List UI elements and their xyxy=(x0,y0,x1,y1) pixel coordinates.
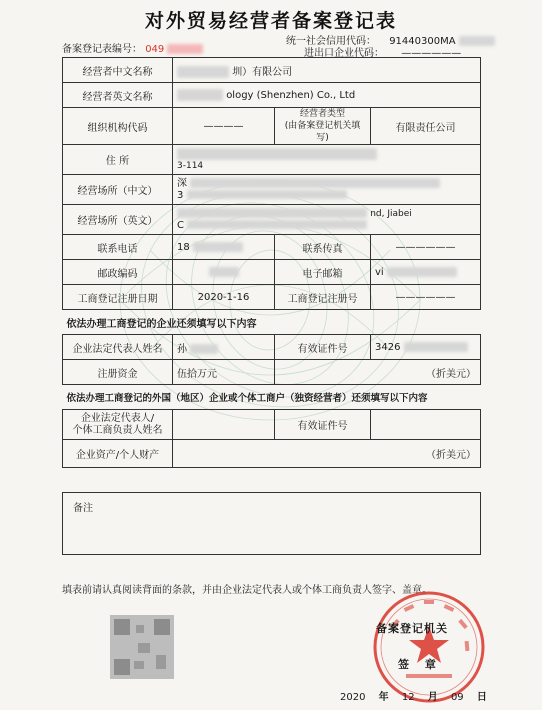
row-assets xyxy=(63,440,481,468)
reg-no-biz-label: 工商登记注册号 xyxy=(275,285,371,310)
biz-cn-label: 经营场所（中文） xyxy=(63,175,173,205)
org-code-label: 组织机构代码 xyxy=(63,108,173,145)
cert-value: 3426 xyxy=(375,341,401,353)
email-field xyxy=(371,260,481,285)
row-reg-date xyxy=(63,285,481,310)
row-foreign-rep xyxy=(63,410,481,440)
type-label-main: 经营者类型 xyxy=(299,109,345,119)
section1-heading-row xyxy=(63,310,481,335)
biz-cn-value-2: 3 xyxy=(177,189,184,201)
row-capital xyxy=(63,360,481,385)
name-cn-label: 经营者中文名称 xyxy=(63,58,173,83)
remarks-label: 备注 xyxy=(73,503,93,514)
ie-code-value: —————— xyxy=(401,48,462,59)
foreign-cert-value xyxy=(371,410,481,440)
section2-heading-row xyxy=(63,385,481,410)
legal-rep-value: 孙 xyxy=(177,343,187,355)
phone-value: 18 xyxy=(177,241,190,253)
biz-en-field xyxy=(173,205,481,235)
registration-form xyxy=(62,57,481,555)
email-value: vi xyxy=(375,266,384,278)
signature-label: 签 章 xyxy=(398,658,442,671)
fax-label: 联系传真 xyxy=(275,235,371,260)
section1-heading: 依法办理工商登记的企业还须填写以下内容 xyxy=(63,310,481,335)
name-en-value: ology (Shenzhen) Co., Ltd xyxy=(226,90,356,101)
fax-value: —————— xyxy=(371,235,481,260)
foreign-rep-value xyxy=(173,410,275,440)
reg-number-value: 049 xyxy=(145,44,165,55)
date-day-unit: 日 xyxy=(476,692,487,703)
qr-code-icon xyxy=(110,615,174,679)
date-day: 09 xyxy=(450,692,464,703)
postcode-field xyxy=(173,260,275,285)
row-biz-cn xyxy=(63,175,481,205)
assets-unit: （折美元） xyxy=(371,440,481,468)
type-label-sub: (由备案登记机关填写) xyxy=(284,121,361,143)
date-year: 2020 xyxy=(340,692,366,703)
foreign-rep-label xyxy=(63,410,173,440)
credit-code-label: 统一社会信用代码： xyxy=(286,36,376,47)
footer-note: 填表前请认真阅读背面的条款，并由企业法定代表人或个体工商负责人签字、盖章。 xyxy=(62,585,432,596)
address-field xyxy=(173,145,481,175)
row-org-code xyxy=(63,108,481,145)
row-biz-en xyxy=(63,205,481,235)
legal-rep-label: 企业法定代表人姓名 xyxy=(63,335,173,360)
postcode-label: 邮政编码 xyxy=(63,260,173,285)
biz-en-value-1: nd, Jiabei xyxy=(370,208,412,219)
name-en-field xyxy=(173,83,481,108)
capital-label: 注册资金 xyxy=(63,360,173,385)
name-en-label: 经营者英文名称 xyxy=(63,83,173,108)
capital-value: 伍拾万元 xyxy=(173,360,275,385)
date-month-unit: 月 xyxy=(427,692,438,703)
biz-cn-value-1: 深 xyxy=(177,177,187,189)
row-name-cn xyxy=(63,58,481,83)
biz-en-label: 经营场所（英文） xyxy=(63,205,173,235)
date-year-unit: 年 xyxy=(378,692,389,703)
row-remarks xyxy=(63,493,481,555)
reg-number xyxy=(62,40,203,55)
authority-label: 备案登记机关 xyxy=(376,622,448,635)
biz-cn-field xyxy=(173,175,481,205)
row-postcode xyxy=(63,260,481,285)
reg-date-value: 2020-1-16 xyxy=(173,285,275,310)
address-label: 住 所 xyxy=(63,145,173,175)
ie-code-label: 进出口企业代码： xyxy=(304,48,384,59)
cert-label: 有效证件号 xyxy=(275,335,371,360)
reg-no-biz-value: —————— xyxy=(371,285,481,310)
address-value: 3-114 xyxy=(177,161,204,171)
reg-number-label: 备案登记表编号： xyxy=(62,44,142,55)
type-label xyxy=(275,108,371,145)
legal-rep-field xyxy=(173,335,275,360)
date-month: 12 xyxy=(401,692,415,703)
foreign-rep-label-2: 个体工商负责人姓名 xyxy=(72,424,163,436)
foreign-cert-label: 有效证件号 xyxy=(275,410,371,440)
email-label: 电子邮箱 xyxy=(275,260,371,285)
row-spacer xyxy=(63,468,481,493)
row-legal-rep xyxy=(63,335,481,360)
row-address xyxy=(63,145,481,175)
phone-field xyxy=(173,235,275,260)
name-cn-field xyxy=(173,58,481,83)
reg-date-label: 工商登记注册日期 xyxy=(63,285,173,310)
name-cn-value: 圳）有限公司 xyxy=(232,66,293,78)
biz-en-value-2: C xyxy=(177,219,184,231)
type-value: 有限责任公司 xyxy=(371,108,481,145)
phone-label: 联系电话 xyxy=(63,235,173,260)
cert-field xyxy=(371,335,481,360)
page-title: 对外贸易经营者备案登记表 xyxy=(144,10,397,32)
row-phone xyxy=(63,235,481,260)
assets-label: 企业资产/个人财产 xyxy=(63,440,173,468)
foreign-rep-label-1: 企业法定代表人/ xyxy=(80,412,155,424)
issue-date xyxy=(340,688,497,703)
remarks-cell xyxy=(63,493,481,555)
row-name-en xyxy=(63,83,481,108)
credit-code-value: 91440300MA xyxy=(389,36,456,47)
section2-heading: 依法办理工商登记的外国（地区）企业或个体工商户（独资经营者）还须填写以下内容 xyxy=(63,385,481,410)
capital-unit: （折美元） xyxy=(371,360,481,385)
org-code-value: ———— xyxy=(173,108,275,145)
